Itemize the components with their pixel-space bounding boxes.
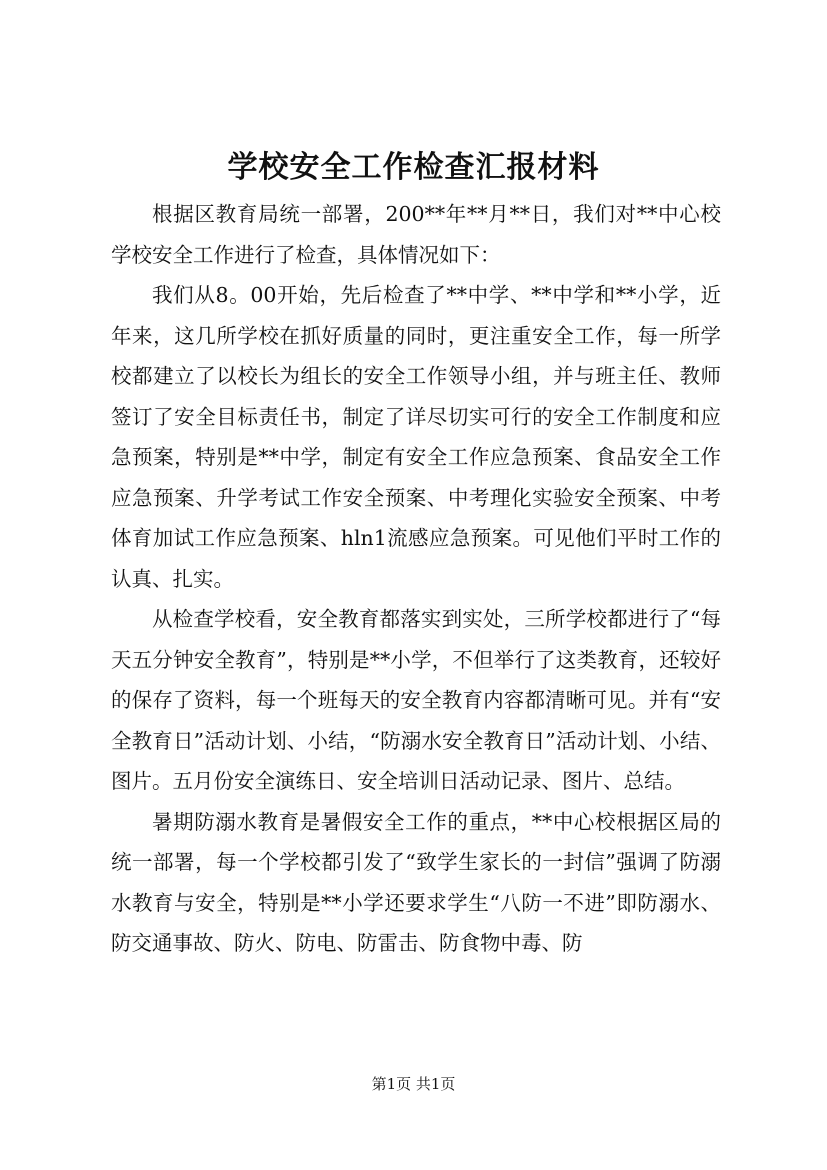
page-footer: 第1页 共1页 — [371, 1075, 456, 1093]
paragraph-1: 根据区教育局统一部署，200**年**月**日，我们对**中心校学校安全工作进行了检查，具体情况如下： — [111, 202, 721, 267]
paragraph-3: 从检查学校看，安全教育都落实到实处，三所学校都进行了“每天五分钟安全教育”，特别是**小学，不但举行了这类教育，还较好的保存了资料，每一个班每天的安全教育内容都清晰可见。并有“安全教育日”活动计划、小结，“防溺水安全教育日”活动计划、小结、图片。五月份安全演练日、安全培训日活动记录、图片、总结。 — [111, 607, 721, 793]
document-body — [111, 194, 721, 964]
paragraph-2: 我们从8。00开始，先后检查了**中学、**中学和**小学，近年来，这几所学校在抓好质量的同时，更注重安全工作，每一所学校都建立了以校长为组长的安全工作领导小组，并与班主任、教师签订了安全目标责任书，制定了详尽切实可行的安全工作制度和应急预案，特别是**中学，制定有安全工作应急预案、食品安全工作应急预案、升学考试工作安全预案、中考理化实验安全预案、中考体育加试工作应急预案、hln1流感应急预案。可见他们平时工作的认真、扎实。 — [111, 283, 721, 591]
paragraph-4: 暑期防溺水教育是暑假安全工作的重点，**中心校根据区局的统一部署，每一个学校都引发了“致学生家长的一封信”强调了防溺水教育与安全，特别是**小学还要求学生“八防一不进”即防溺水、防交通事故、防火、防电、防雷击、防食物中毒、防 — [111, 809, 721, 955]
document-title: 学校安全工作检查汇报材料 — [227, 150, 600, 185]
